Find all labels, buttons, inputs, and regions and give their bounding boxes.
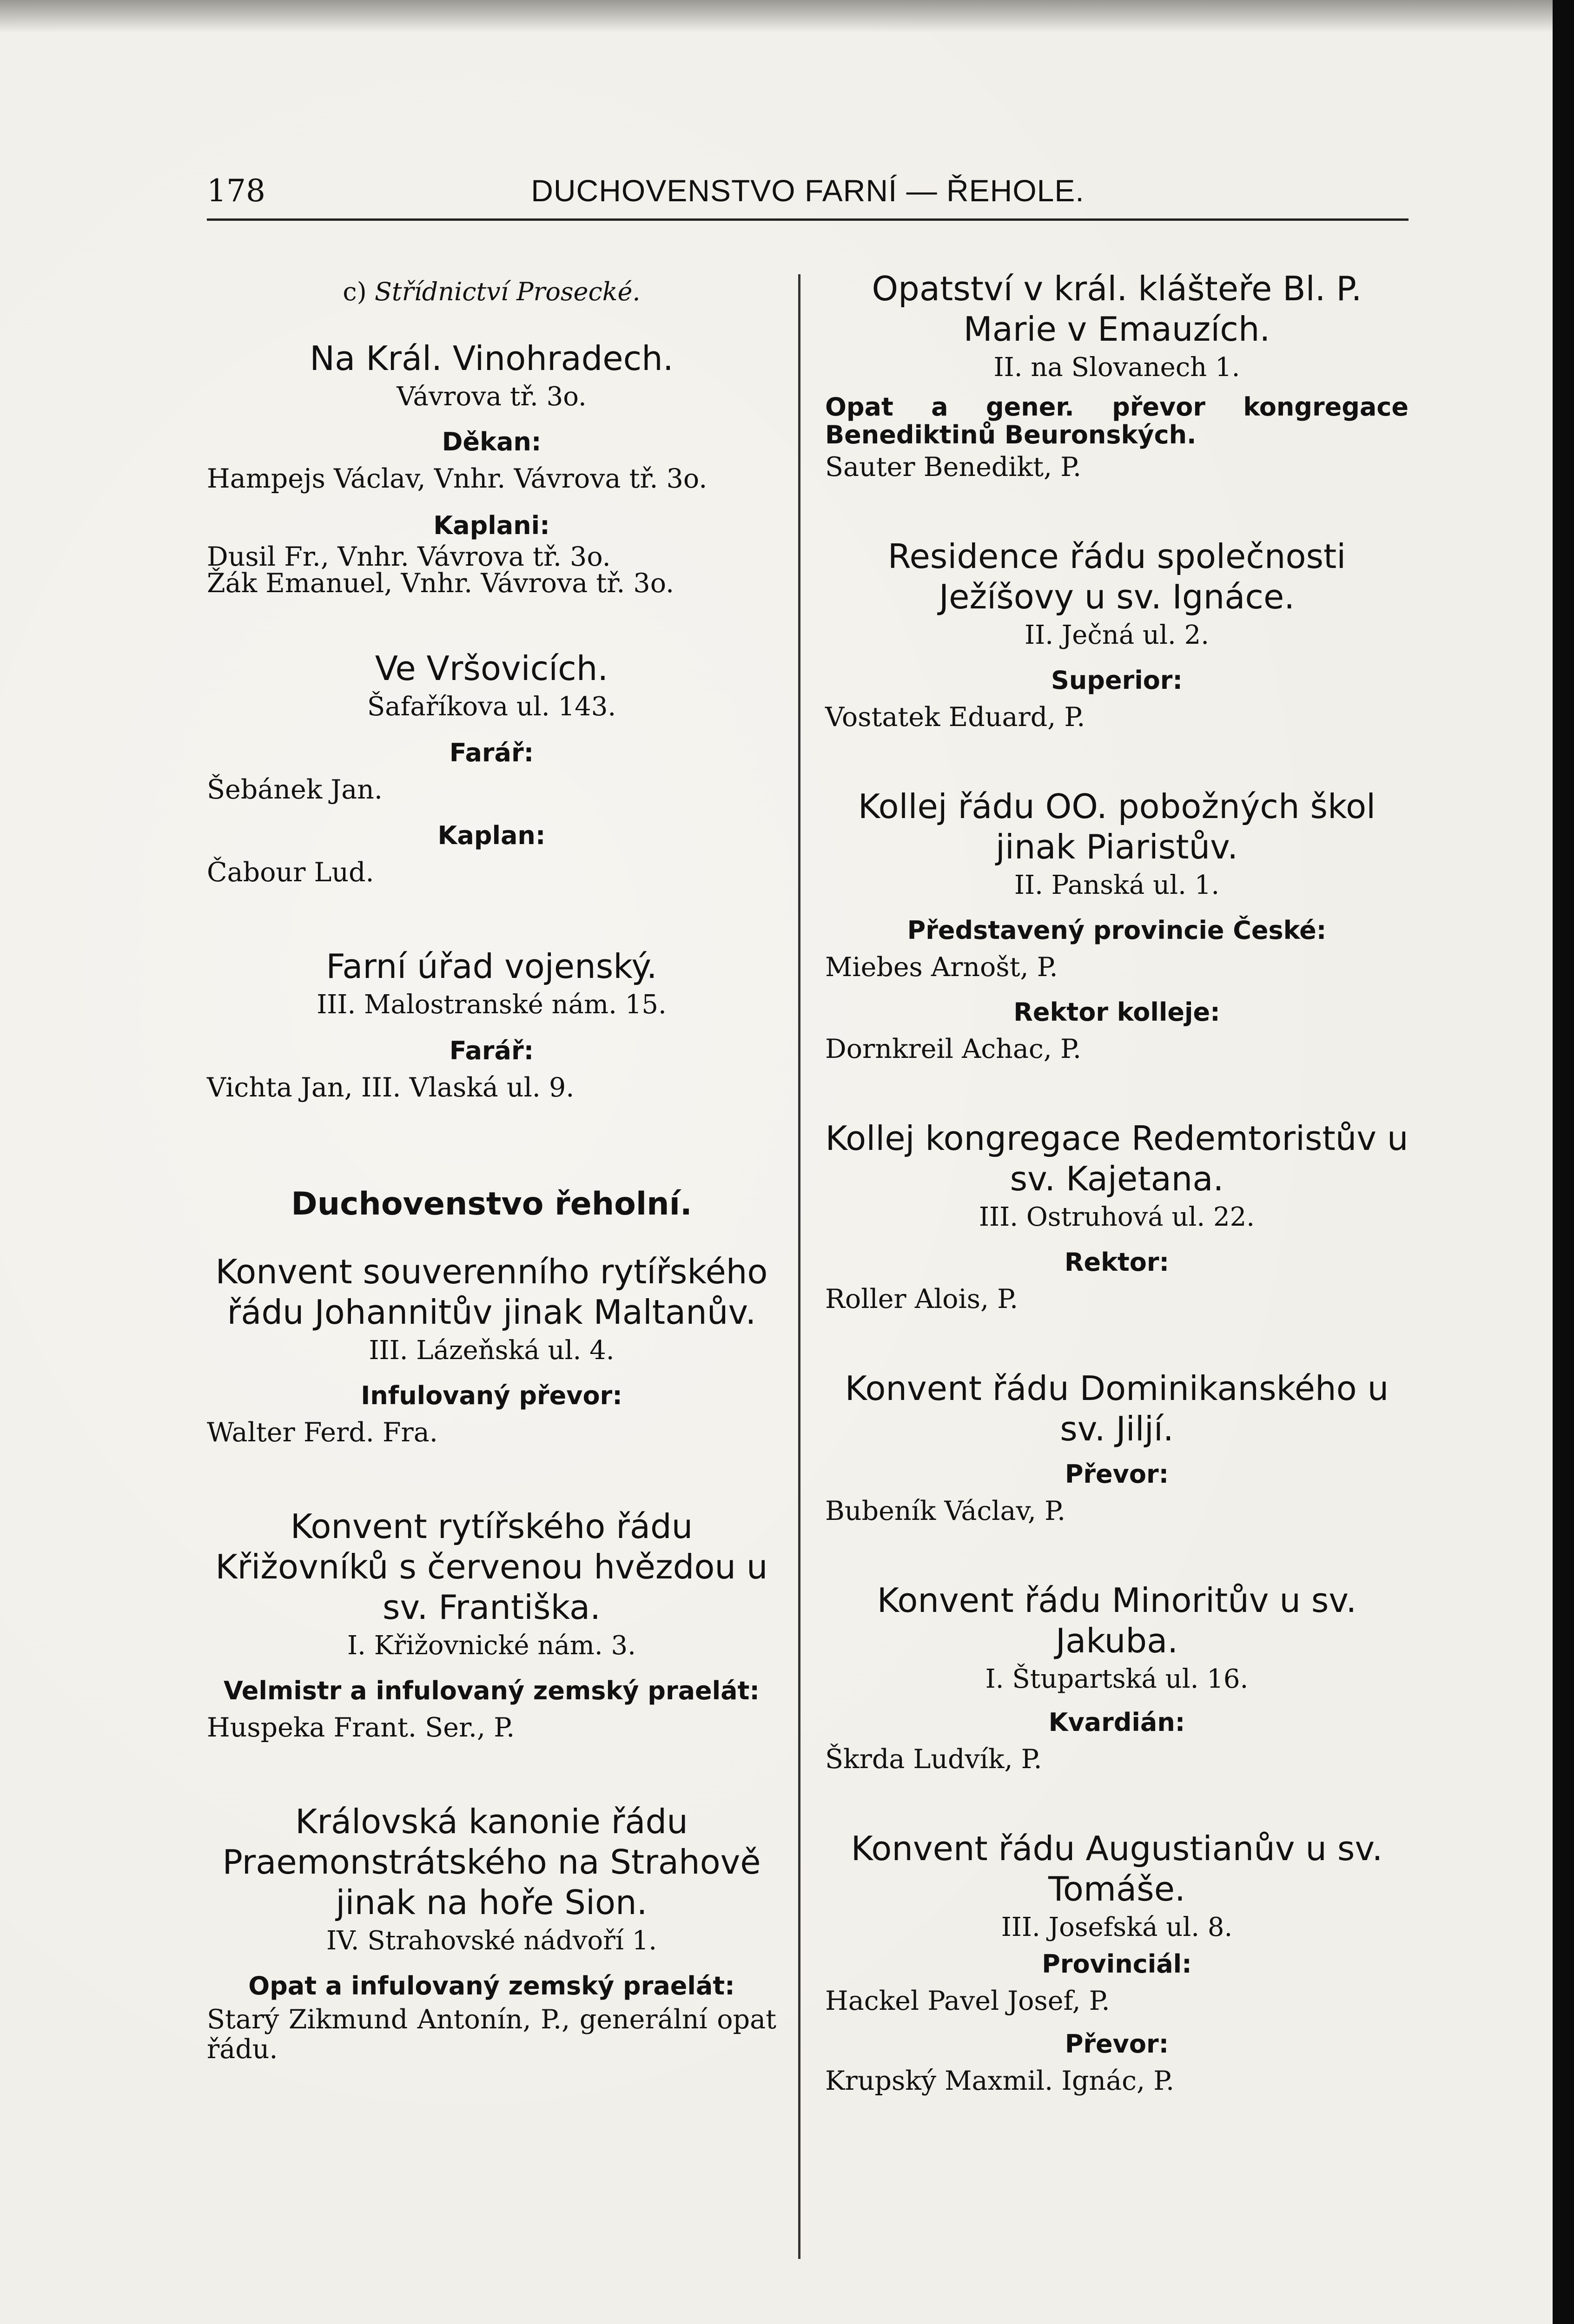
section-title: Konvent souverenního rytířského řádu Johannitův jinak Maltanův. — [215, 1252, 768, 1332]
role-label: Opat a infulovaný zemský praelát: — [248, 1971, 735, 2000]
section-title: Kollej řádu OO. pobožných škol jinak Piaristův. — [858, 787, 1376, 866]
section-vrsovice — [207, 648, 776, 891]
section-maltani — [207, 1252, 776, 1451]
role-label: Rektor kolleje: — [1013, 997, 1220, 1027]
person-entry: Bubeník Václav, P. — [825, 1496, 1066, 1526]
role-label: Děkan: — [442, 427, 542, 456]
left-column — [207, 265, 776, 2064]
section-dominikani — [825, 1368, 1409, 1529]
subheading-text: Střídnictví Prosecké. — [374, 277, 641, 306]
person-entry: Vostatek Eduard, P. — [825, 702, 1085, 733]
role-label: Farář: — [449, 738, 534, 767]
section-title: Konvent řádu Dominikanského u sv. Jiljí. — [845, 1369, 1389, 1448]
section-title: Konvent řádu Augustianův u sv. Tomáše. — [851, 1829, 1383, 1908]
section-title: Residence řádu společnosti Ježíšovy u sv. Ignáce. — [887, 537, 1346, 616]
section-address: I. Křižovnické nám. 3. — [347, 1631, 636, 1661]
person-entry: Dusil Fr., Vnhr. Vávrova tř. 3o. — [207, 541, 611, 572]
section-vinohrady — [207, 338, 776, 597]
section-title: Královská kanonie řádu Praemonstrátského na Strahově jinak na hoře Sion. — [222, 1802, 761, 1922]
person-entry: Škrda Ludvík, P. — [825, 1744, 1042, 1775]
role-label: Superior: — [1051, 666, 1183, 695]
person-entry: Miebes Arnošt, P. — [825, 952, 1058, 983]
role-label: Kaplani: — [433, 511, 550, 540]
person-entry: Krupský Maxmil. Ignác, P. — [825, 2066, 1175, 2096]
section-title: Opatství v král. klášteře Bl. P. Marie v Emauzích. — [872, 269, 1362, 349]
person-entry: Dornkreil Achac, P. — [825, 1034, 1081, 1064]
header-rule — [207, 218, 1409, 221]
running-title: DUCHOVENSTVO FARNÍ — ŘEHOLE. — [531, 173, 1085, 208]
section-krizovnici — [207, 1506, 776, 1746]
person-entry: Hampejs Václav, Vnhr. Vávrova tř. 3o. — [207, 463, 708, 494]
section-title: Konvent rytířského řádu Křižovníků s červenou hvězdou u sv. Františka. — [215, 1507, 768, 1627]
role-label: Infulovaný převor: — [361, 1381, 622, 1410]
section-title: Na Král. Vinohradech. — [310, 339, 674, 378]
section-address: III. Malostranské nám. 15. — [317, 990, 667, 1020]
person-entry: Čabour Lud. — [207, 857, 374, 888]
reholni-heading: Duchovenstvo řeholní. — [291, 1186, 692, 1222]
person-entry: Vichta Jan, III. Vlaská ul. 9. — [207, 1072, 575, 1103]
person-entry: Huspeka Frant. Ser., P. — [207, 1712, 515, 1743]
column-divider — [798, 274, 800, 2259]
role-label: Představený provincie České: — [907, 916, 1327, 945]
subheading-prefix: c) — [343, 277, 367, 306]
section-address: III. Ostruhová ul. 22. — [979, 1202, 1255, 1232]
page-header — [207, 168, 1409, 219]
section-address: I. Štupartská ul. 16. — [985, 1664, 1249, 1694]
role-label: Převor: — [1065, 2029, 1169, 2059]
section-vojensky — [207, 946, 776, 1106]
section-title: Ve Vršovicích. — [375, 649, 608, 688]
page-number: 178 — [207, 173, 265, 209]
section-title: Farní úřad vojenský. — [326, 947, 657, 986]
section-strahov — [207, 1802, 776, 2064]
person-entry: Hackel Pavel Josef, P. — [825, 1986, 1110, 2016]
role-label: Rektor: — [1064, 1248, 1170, 1277]
section-address: II. na Slovanech 1. — [993, 352, 1240, 383]
section-jezuite — [825, 536, 1409, 735]
scan-edge-border — [1553, 0, 1574, 2324]
section-redemptoriste — [825, 1118, 1409, 1317]
section-piariste — [825, 786, 1409, 1067]
person-entry: Sauter Benedikt, P. — [825, 452, 1082, 482]
page-top-shadow — [0, 0, 1553, 33]
role-label: Velmistr a infulovaný zemský praelát: — [223, 1676, 760, 1705]
person-entry: Walter Ferd. Fra. — [207, 1417, 438, 1448]
section-address: III. Lázeňská ul. 4. — [369, 1335, 615, 1366]
section-address: Vávrova tř. 3o. — [397, 382, 587, 412]
right-column — [825, 265, 1409, 2099]
section-title: Kollej kongregace Redemtoristův u sv. Kajetana. — [825, 1119, 1409, 1198]
section-address: IV. Strahovské nádvoří 1. — [326, 1926, 657, 1956]
section-address: II. Panská ul. 1. — [1014, 870, 1220, 900]
role-label: Převor: — [1065, 1459, 1169, 1489]
section-address: Šafaříkova ul. 143. — [367, 692, 616, 722]
section-augustiniani — [825, 1829, 1409, 2099]
section-address: II. Ječná ul. 2. — [1024, 620, 1210, 650]
person-entry: Žák Emanuel, Vnhr. Vávrova tř. 3o. — [207, 568, 675, 599]
section-title: Konvent řádu Minoritův u sv. Jakuba. — [877, 1581, 1357, 1660]
role-label: Provinciál: — [1042, 1949, 1192, 1979]
subheading — [207, 273, 776, 310]
role-label: Farář: — [449, 1036, 534, 1065]
role-label: Kvardián: — [1048, 1708, 1185, 1737]
person-entry: Šebánek Jan. — [207, 774, 383, 805]
section-address: III. Josefská ul. 8. — [1001, 1912, 1233, 1942]
role-label: Kaplan: — [437, 821, 546, 850]
person-entry: Starý Zikmund Antonín, P., generální opat řádu. — [207, 2004, 776, 2065]
section-emauzy — [825, 269, 1409, 485]
section-minorite — [825, 1580, 1409, 1777]
person-entry: Roller Alois, P. — [825, 1284, 1018, 1314]
role-label: Opat a gener. převor kongregace Benediktinů Beuronských. — [825, 392, 1409, 449]
